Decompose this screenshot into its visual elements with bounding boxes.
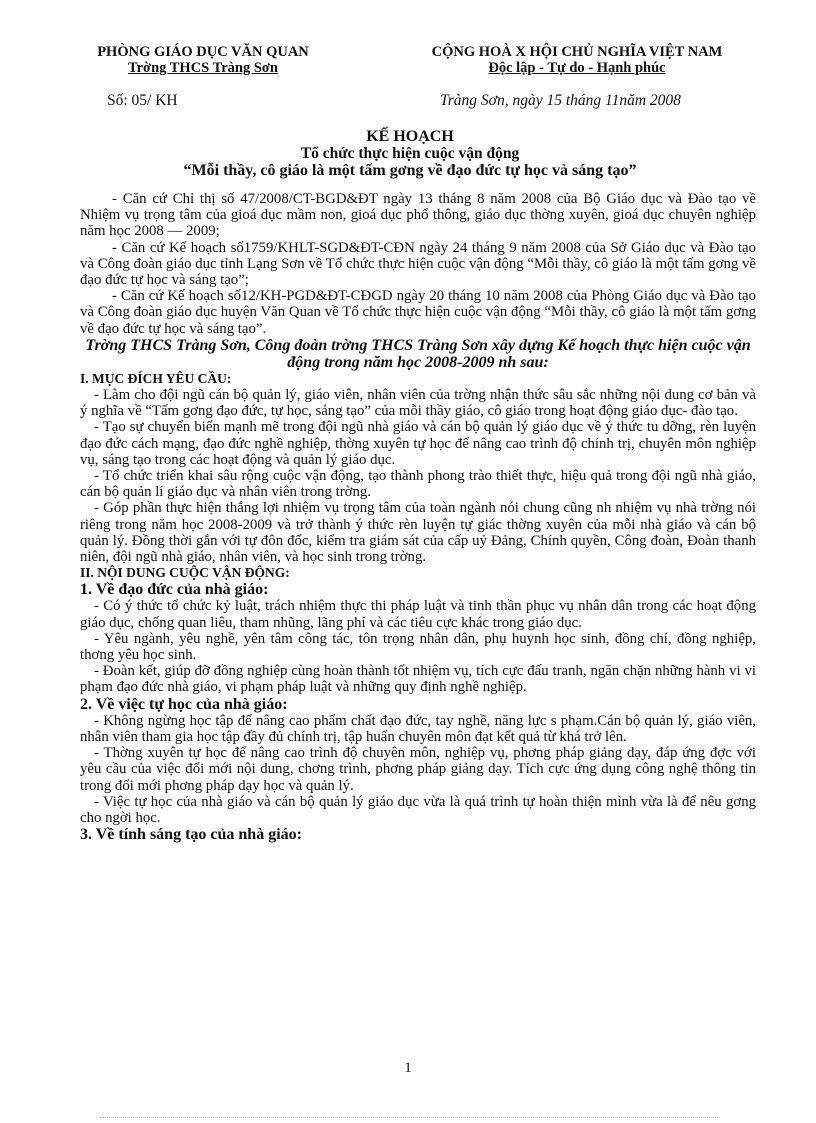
document-subtitle: Tổ chức thực hiện cuộc vận động (300, 145, 520, 162)
document-title-block (60, 128, 760, 179)
campaign-name: “Mỗi thầy, cô giáo là một tấm gơng về đạo đức tự học và sáng tạo” (183, 162, 637, 179)
document-title: KẾ HOẠCH (366, 128, 454, 145)
basis-paragraph-1: - Căn cứ Chỉ thị số 47/2008/CT-BGD&ĐT ngày 13 tháng 8 năm 2008 của Bộ Giáo dục và Đào tạo về Nhiệm vụ trọng tâm của gioá dục mầm non, gioá dục phổ thông, giáo dục thờng xuyên, gioá dục chuyên nghiệp năm học 2008 — 2009; (80, 191, 756, 240)
page-edge-divider (100, 1117, 720, 1118)
section-1-paragraph-3: - Tổ chức triển khai sâu rộng cuộc vận động, tạo thành phong trào thiết thực, hiệu quả trong đội ngũ nhà giáo, cán bộ quản lí giáo dục và nhân viên trong trờng. (80, 468, 756, 501)
section-heading-1: I. MỤC ĐÍCH YÊU CẦU: (80, 370, 232, 386)
document-number: Số: 05/ KH (107, 92, 178, 109)
intro-statement: Trờng THCS Tràng Sơn, Công đoàn trờng THCS Tràng Sơn xây dựng Kế hoạch thực hiện cuộc vận động trong năm học 2008-2009 nh sau: (85, 336, 751, 371)
basis-paragraph-3: - Căn cứ Kế hoạch số12/KH-PGD&ĐT-CĐGD ngày 20 tháng 10 năm 2008 của Phòng Giáo dục và Đào tạo và Công đoàn giáo dục huyện Văn Quan về Tổ chức thực hiện cuộc vận động “Mỗi thầy, cô giáo là một tấm gơng về đạo đức tự học và sáng tạo”. (80, 288, 756, 337)
subsection-1-paragraph-1: - Có ý thức tổ chức kỷ luật, trách nhiệm thực thi pháp luật và tinh thần phục vụ nhân dân trong các hoạt động giáo dục, chống quan liêu, tham nhũng, lãng phí và các tiêu cực khác trong giáo dục. (80, 598, 756, 631)
national-name: CỘNG HOÀ X HỘI CHỦ NGHĨA VIỆT NAM (431, 44, 723, 60)
basis-paragraph-2: - Căn cứ Kế hoạch số1759/KHLT-SGD&ĐT-CĐN ngày 24 tháng 9 năm 2008 của Sở Giáo dục và Đào tạo và Công đoàn giáo dục tỉnh Lạng Sơn về Tổ chức thực hiện cuộc vận động “Mỗi thầy, cô giáo là một tấm gơng về đạo đức tự học và sáng tạo”; (80, 239, 756, 289)
subsection-1-paragraph-3: - Đoàn kết, giúp đỡ đồng nghiệp cùng hoàn thành tốt nhiệm vụ, tích cực đấu tranh, ngăn chặn những hành vi vi phạm đạo đức nhà giáo, vi phạm pháp luật và những quy định nghề nghiệp. (80, 663, 756, 696)
section-1-paragraph-4: - Góp phần thực hiện thắng lợi nhiệm vụ trọng tâm của toàn ngành nói chung cũng nh nhiệm vụ nhà trờng nói riêng trong năm học 2008-2009 và trở thành ý thức rèn luyện tự giác thờng xuyên của mỗi nhà giáo và cán bộ quản lý. Đồng thời gắn với tự đôn đốc, kiểm tra giám sát của cấp uỷ Đảng, Chính quyền, Công đoàn, Đoàn thanh niên, đội ngũ nhà giáo, nhân viên, và học sinh trong trờng. (80, 500, 756, 566)
document-date: Tràng Sơn, ngày 15 tháng 11năm 2008 (440, 92, 681, 109)
subsection-2-paragraph-2: - Thờng xuyên tự học để nâng cao trình độ chuyên môn, nghiệp vụ, phơng pháp giảng dạy, đáp ứng đợc với yêu cầu của việc đổi mới nội dung, chơng trình, phơng pháp giảng dạy. Tích cực ứng dụng công nghệ thông tin trong đổi mới phơng pháp dạy học và quản lý. (80, 745, 756, 794)
school-name: Trờng THCS Tràng Sơn (128, 60, 278, 76)
section-1-paragraph-1: - Làm cho đội ngũ cán bộ quản lý, giáo viên, nhân viên của trờng nhận thức sâu sắc những nội dung cơ bản và ý nghĩa về “Tấm gơng đạo đức, tự học, sáng tạo” của mỗi thầy giáo, cô giáo trong hoạt động giáo dục- đào tạo. (80, 387, 756, 420)
page-number: 1 (404, 1060, 412, 1076)
national-header (412, 44, 742, 76)
subsection-2-paragraph-1: - Không ngừng học tập để nâng cao phẩm chất đạo đức, tay nghề, năng lực s phạm.Cán bộ quản lý, giáo viên, nhân viên tham gia học tập đầy đủ chính trị, tập huấn chuyên môn đạt kết quả từ khá trở lên. (80, 712, 756, 745)
subsection-1-paragraph-2: - Yêu ngành, yêu nghề, yên tâm công tác, tôn trọng nhân dân, phụ huynh học sinh, đồng chí, đồng nghiệp, thơng yêu học sinh. (80, 630, 756, 664)
subsection-2-paragraph-3: - Việc tự học của nhà giáo và cán bộ quản lý giáo dục vừa là quá trình tự hoàn thiện mình vừa là để nêu gơng cho ngời học. (80, 793, 756, 826)
subsection-heading-2: 2. Về việc tự học của nhà giáo: (80, 695, 288, 713)
subsection-heading-3: 3. Về tính sáng tạo của nhà giáo: (80, 826, 302, 844)
document-body (80, 191, 756, 843)
agency-header (78, 44, 328, 76)
national-motto: Độc lập - Tự do - Hạnh phúc (488, 60, 666, 76)
subsection-heading-1: 1. Về đạo đức của nhà giáo: (80, 581, 269, 599)
section-heading-2: II. NỘI DUNG CUỘC VẬN ĐỘNG: (80, 565, 290, 581)
agency-name: PHÒNG GIÁO DỤC VĂN QUAN (97, 44, 309, 60)
section-1-paragraph-2: - Tạo sự chuyển biến mạnh mẽ trong đội ngũ nhà giáo và cán bộ quản lý giáo dục về ý thức tu dỡng, rèn luyện đạo đức cách mạng, đạo đức nghề nghiệp, thờng xuyên tự học để nâng cao trình độ chính trị, chuyên môn nghiệp vụ, sáng tạo trong các hoạt động và quản lý giáo dục. (80, 419, 756, 468)
